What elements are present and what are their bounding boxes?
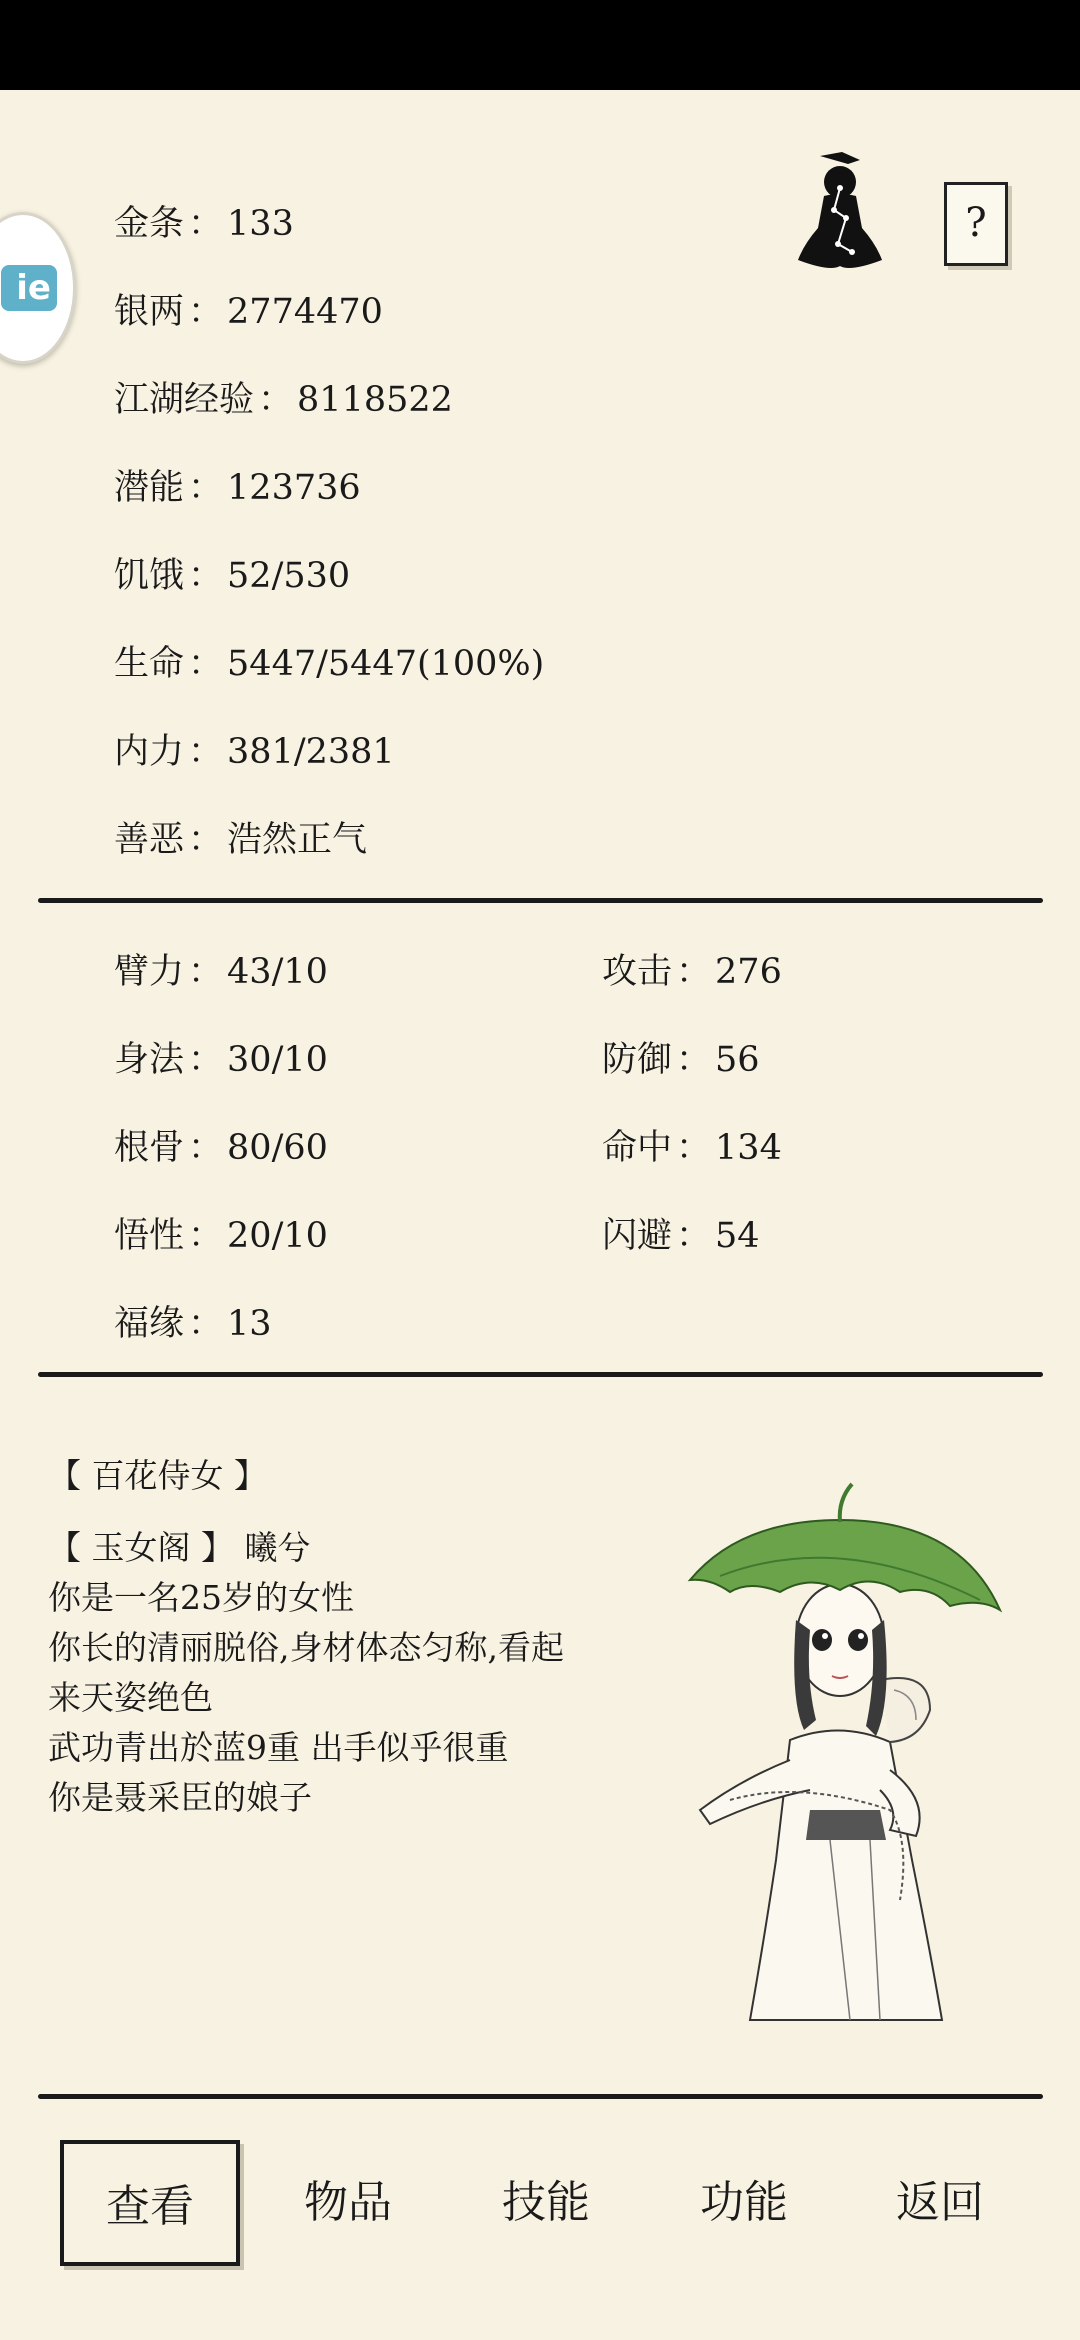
stat-separator: ： bbox=[188, 204, 224, 244]
stat-experience bbox=[114, 372, 453, 422]
stat-label: 江湖经验 bbox=[114, 380, 255, 420]
stat-value: 123736 bbox=[227, 468, 361, 508]
stat-label: 福缘 bbox=[114, 1304, 185, 1344]
stat-label: 生命 bbox=[114, 644, 185, 684]
profile-line: 你是聂采臣的娘子 bbox=[48, 1778, 312, 1817]
stat-fortune bbox=[114, 1296, 272, 1346]
stat-label: 根骨 bbox=[114, 1128, 185, 1168]
stat-attack bbox=[602, 944, 782, 994]
stat-value: 134 bbox=[715, 1128, 782, 1168]
stat-label: 臂力 bbox=[114, 952, 185, 992]
tab-back[interactable] bbox=[850, 2140, 1030, 2266]
stat-label: 悟性 bbox=[114, 1216, 185, 1256]
stat-value: 80/60 bbox=[227, 1128, 328, 1168]
profile-line: 你是一名25岁的女性 bbox=[48, 1578, 354, 1617]
stat-value: 54 bbox=[715, 1216, 760, 1256]
tab-label: 查看 bbox=[106, 2181, 194, 2232]
stat-strength bbox=[114, 944, 328, 994]
stat-label: 善恶 bbox=[114, 820, 185, 860]
stat-value: 30/10 bbox=[227, 1040, 328, 1080]
stat-separator: ： bbox=[188, 1304, 224, 1344]
meditation-icon[interactable] bbox=[790, 148, 890, 278]
stat-value: 43/10 bbox=[227, 952, 328, 992]
stat-defense bbox=[602, 1032, 760, 1082]
tab-label: 功能 bbox=[700, 2177, 788, 2228]
stat-value: 13 bbox=[227, 1304, 272, 1344]
profile-line: 武功青出於蓝9重 出手似乎很重 bbox=[48, 1728, 509, 1767]
stat-separator: ： bbox=[188, 556, 224, 596]
stat-silver bbox=[114, 284, 383, 334]
stat-health bbox=[114, 636, 544, 686]
stat-separator: ： bbox=[258, 380, 294, 420]
stat-label: 闪避 bbox=[602, 1216, 673, 1256]
stat-value: 276 bbox=[715, 952, 782, 992]
stat-value: 2774470 bbox=[227, 292, 383, 332]
stat-separator: ： bbox=[188, 952, 224, 992]
tab-label: 物品 bbox=[304, 2177, 392, 2228]
stat-hit bbox=[602, 1120, 782, 1170]
stat-value: 52/530 bbox=[227, 556, 351, 596]
stat-label: 攻击 bbox=[602, 952, 673, 992]
stat-dodge bbox=[602, 1208, 760, 1258]
divider bbox=[38, 898, 1043, 903]
tab-view[interactable] bbox=[60, 2140, 240, 2266]
stat-label: 身法 bbox=[114, 1040, 185, 1080]
stat-separator: ： bbox=[188, 732, 224, 772]
stat-separator: ： bbox=[188, 1128, 224, 1168]
stat-potential bbox=[114, 460, 361, 510]
stat-agility bbox=[114, 1032, 328, 1082]
tab-functions[interactable] bbox=[654, 2140, 834, 2266]
stat-label: 潜能 bbox=[114, 468, 185, 508]
stat-gold bbox=[114, 196, 294, 246]
stat-separator: ： bbox=[676, 952, 712, 992]
profile-line: 【 玉女阁 】 曦兮 bbox=[48, 1528, 311, 1567]
stat-separator: ： bbox=[188, 820, 224, 860]
help-label: ? bbox=[965, 200, 987, 246]
stat-separator: ： bbox=[188, 1040, 224, 1080]
stat-value: 浩然正气 bbox=[227, 820, 368, 860]
bottom-tab-bar bbox=[0, 2140, 1080, 2260]
stat-value: 133 bbox=[227, 204, 294, 244]
stat-label: 饥饿 bbox=[114, 556, 185, 596]
stat-separator: ： bbox=[188, 468, 224, 508]
floating-assistant-button[interactable] bbox=[0, 212, 76, 364]
floating-assistant-label: ie bbox=[16, 268, 51, 308]
stat-internal-force bbox=[114, 724, 395, 774]
stat-comprehension bbox=[114, 1208, 328, 1258]
floating-assistant-icon bbox=[1, 265, 57, 311]
stat-morality bbox=[114, 812, 367, 862]
stat-value: 5447/5447(100%) bbox=[227, 644, 545, 684]
stat-separator: ： bbox=[676, 1216, 712, 1256]
profile-title: 【 百花侍女 】 bbox=[48, 1456, 267, 1495]
stat-label: 防御 bbox=[602, 1040, 673, 1080]
tab-label: 技能 bbox=[502, 2177, 590, 2228]
divider bbox=[38, 2094, 1043, 2099]
stat-separator: ： bbox=[676, 1128, 712, 1168]
character-portrait bbox=[680, 1480, 1010, 2040]
tab-label: 返回 bbox=[896, 2177, 984, 2228]
stat-separator: ： bbox=[676, 1040, 712, 1080]
stat-constitution bbox=[114, 1120, 328, 1170]
divider bbox=[38, 1372, 1043, 1377]
stat-value: 56 bbox=[715, 1040, 760, 1080]
stat-value: 381/2381 bbox=[227, 732, 395, 772]
stat-value: 20/10 bbox=[227, 1216, 328, 1256]
status-bar bbox=[0, 0, 1080, 90]
stat-hunger bbox=[114, 548, 350, 598]
stat-separator: ： bbox=[188, 1216, 224, 1256]
tab-items[interactable] bbox=[258, 2140, 438, 2266]
tab-skills[interactable] bbox=[456, 2140, 636, 2266]
stat-label: 内力 bbox=[114, 732, 185, 772]
profile-line: 你长的清丽脱俗,身材体态匀称,看起 bbox=[48, 1628, 564, 1667]
stat-label: 命中 bbox=[602, 1128, 673, 1168]
stat-label: 银两 bbox=[114, 292, 185, 332]
profile-line: 来天姿绝色 bbox=[48, 1678, 213, 1717]
stat-value: 8118522 bbox=[297, 380, 453, 420]
stat-label: 金条 bbox=[114, 204, 185, 244]
stat-separator: ： bbox=[188, 292, 224, 332]
help-button[interactable] bbox=[944, 182, 1008, 266]
stat-separator: ： bbox=[188, 644, 224, 684]
